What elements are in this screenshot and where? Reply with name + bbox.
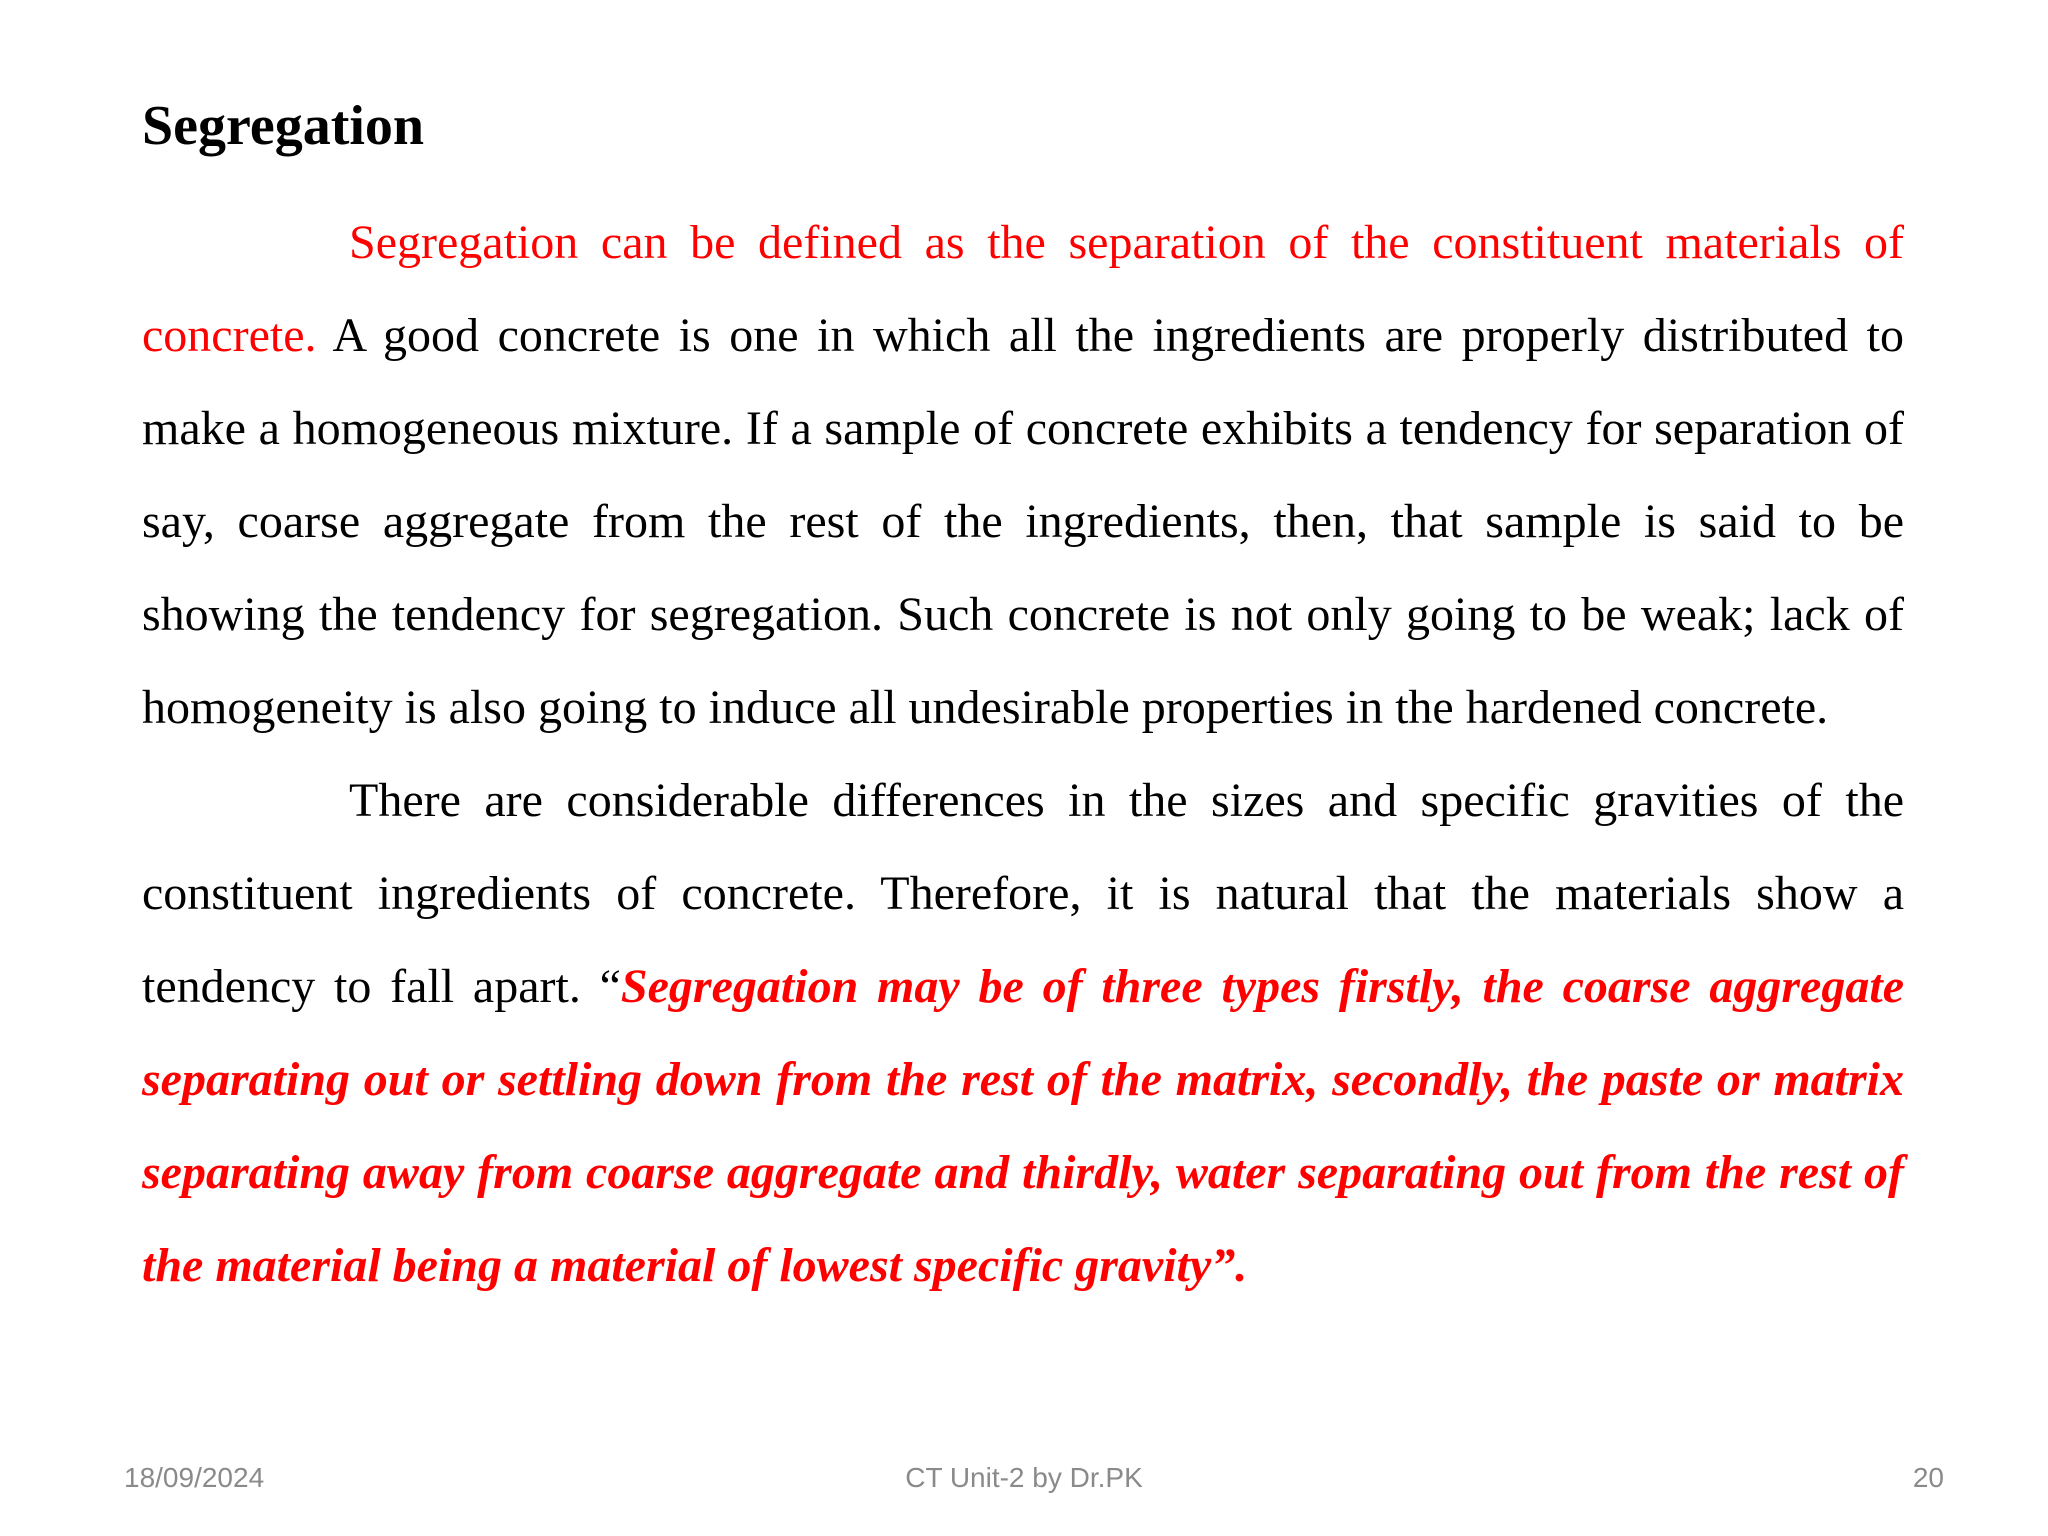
paragraph-types [142, 754, 1904, 1312]
paragraph-1-text: A good concrete is one in which all the ingredients are properly distributed to make a homogeneous mixture. If a sample of concrete exhibits a tendency for separation of say, coarse aggregate from the rest of the ingredients, then, that sample is said to be showing the tendency for segregation. Such concrete is not only going to be weak; lack of homogeneity is also going to induce all undesirable properties in the hardened concrete. [142, 309, 1904, 734]
paragraph-definition [142, 196, 1904, 754]
footer-title: CT Unit-2 by Dr.PK [905, 1462, 1143, 1493]
footer-date: 18/09/2024 [124, 1462, 265, 1493]
slide-title: Segregation [142, 95, 425, 157]
slide-body [142, 196, 1904, 1312]
page-number: 20 [1912, 1462, 1944, 1493]
definition-text: Segregation can be defined as the separation of the constituent materials of concrete. [142, 216, 1904, 362]
segregation-types-text: Segregation may be of three types firstly, the coarse aggregate separating out or settling down from the rest of the matrix, secondly, the paste or matrix separating away from coarse aggregate and thirdly, water separating out from the rest of the material being a material of lowest specific gravity”. [142, 960, 1905, 1292]
paragraph-2-text: There are considerable differences in the sizes and specific gravities of the constituent ingredients of concrete. Therefore, it is natural that the materials show a tendency to fall apart. “ [142, 774, 1904, 1013]
